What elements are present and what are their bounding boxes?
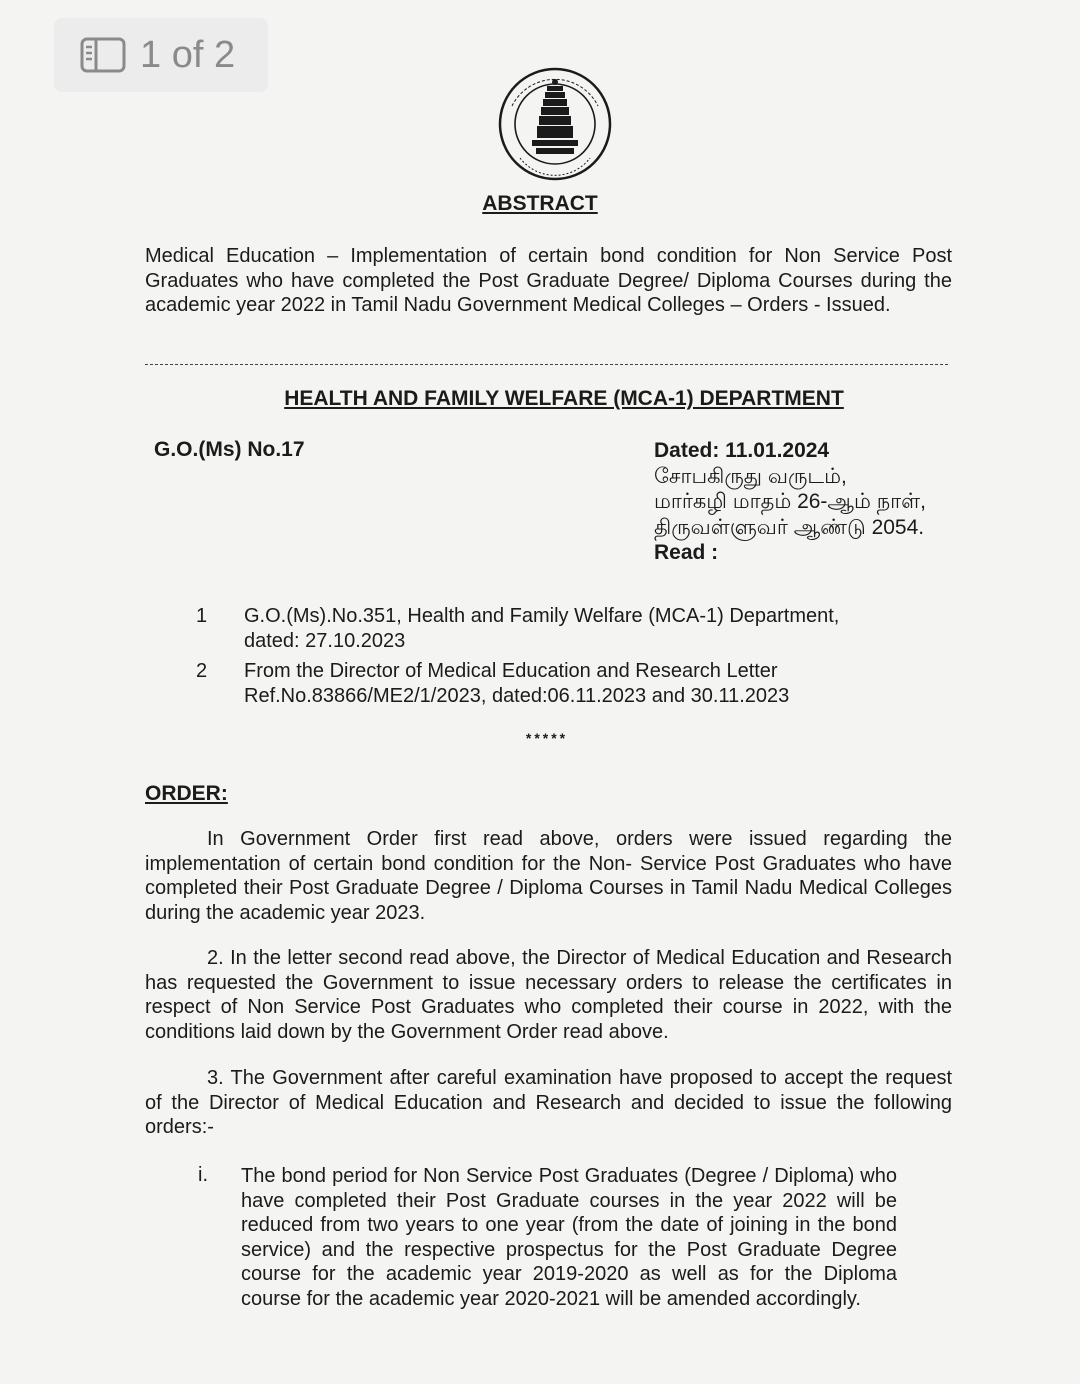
tamil-date-line: மார்கழி மாதம் 26-ஆம் நாள், [654, 490, 926, 513]
order-paragraph-text: 2. In the letter second read above, the Director of Medical Education and Research has requested the Government to issue necessary orders to release the certificates in respect of Non Service Post Graduates who completed their course in 2022, with the conditions laid down by the Government Order read above. [145, 947, 952, 1043]
tamil-date-line: சோபகிருது வருடம், [654, 464, 847, 488]
reference-number: 2 [196, 660, 208, 682]
sub-item-text: The bond period for Non Service Post Graduates (Degree / Diploma) who have completed their Post Graduate courses in the year 2022 will be reduced from two years to one year (from the date of joining in the bond service) and the respective prospectus for the Post Graduate Degree course for the academic year 2019-2020 as well as for the Diploma course for the academic year 2020-2021 will be amended accordingly. [241, 1165, 897, 1310]
order-paragraph [145, 946, 952, 1044]
go-number: G.O.(Ms) No.17 [154, 438, 305, 461]
tamil-date-line: திருவள்ளுவர் ஆண்டு 2054. [654, 515, 925, 539]
reference-text: Ref.No.83866/ME2/1/2023, dated:06.11.2023 and 30.11.2023 [244, 684, 790, 707]
dated-line: Dated: 11.01.2024 [654, 439, 830, 462]
order-paragraph [145, 827, 952, 925]
page-indicator[interactable] [54, 18, 268, 92]
order-paragraph [145, 1066, 952, 1140]
dashed-divider [145, 364, 948, 365]
reference-text: G.O.(Ms).No.351, Health and Family Welfare (MCA-1) Department, [244, 605, 840, 627]
reference-text: From the Director of Medical Education and Research Letter [244, 660, 778, 682]
reference-text: dated: 27.10.2023 [244, 629, 406, 652]
tamil-nadu-emblem [492, 66, 618, 184]
reader-view-icon [80, 37, 126, 73]
page-indicator-label: 1 of 2 [140, 33, 236, 76]
dated-block [654, 438, 926, 566]
order-paragraph-text: In Government Order first read above, orders were issued regarding the implementation of certain bond condition for the Non- Service Post Graduates who have completed their Post Graduate Degree / Diploma Courses in Tamil Nadu Medical Colleges during the academic year 2023. [145, 828, 952, 924]
sub-item-marker: i. [198, 1164, 208, 1186]
separator-stars: ***** [525, 730, 569, 746]
order-heading: ORDER: [145, 782, 228, 805]
abstract-text: Medical Education – Implementation of certain bond condition for Non Service Post Graduates who have completed the Post Graduate Degree/ Diploma Courses during the academic year 2022 in Tamil Nadu Government Medical Colleges – Orders - Issued. [145, 245, 952, 316]
order-paragraph-text: 3. The Government after careful examination have proposed to accept the request of the Director of Medical Education and Research and decided to issue the following orders:- [145, 1067, 952, 1138]
department-heading: HEALTH AND FAMILY WELFARE (MCA-1) DEPARTMENT [284, 387, 844, 410]
read-label: Read : [654, 541, 719, 564]
abstract-title: ABSTRACT [482, 192, 598, 215]
reference-number: 1 [196, 605, 208, 627]
